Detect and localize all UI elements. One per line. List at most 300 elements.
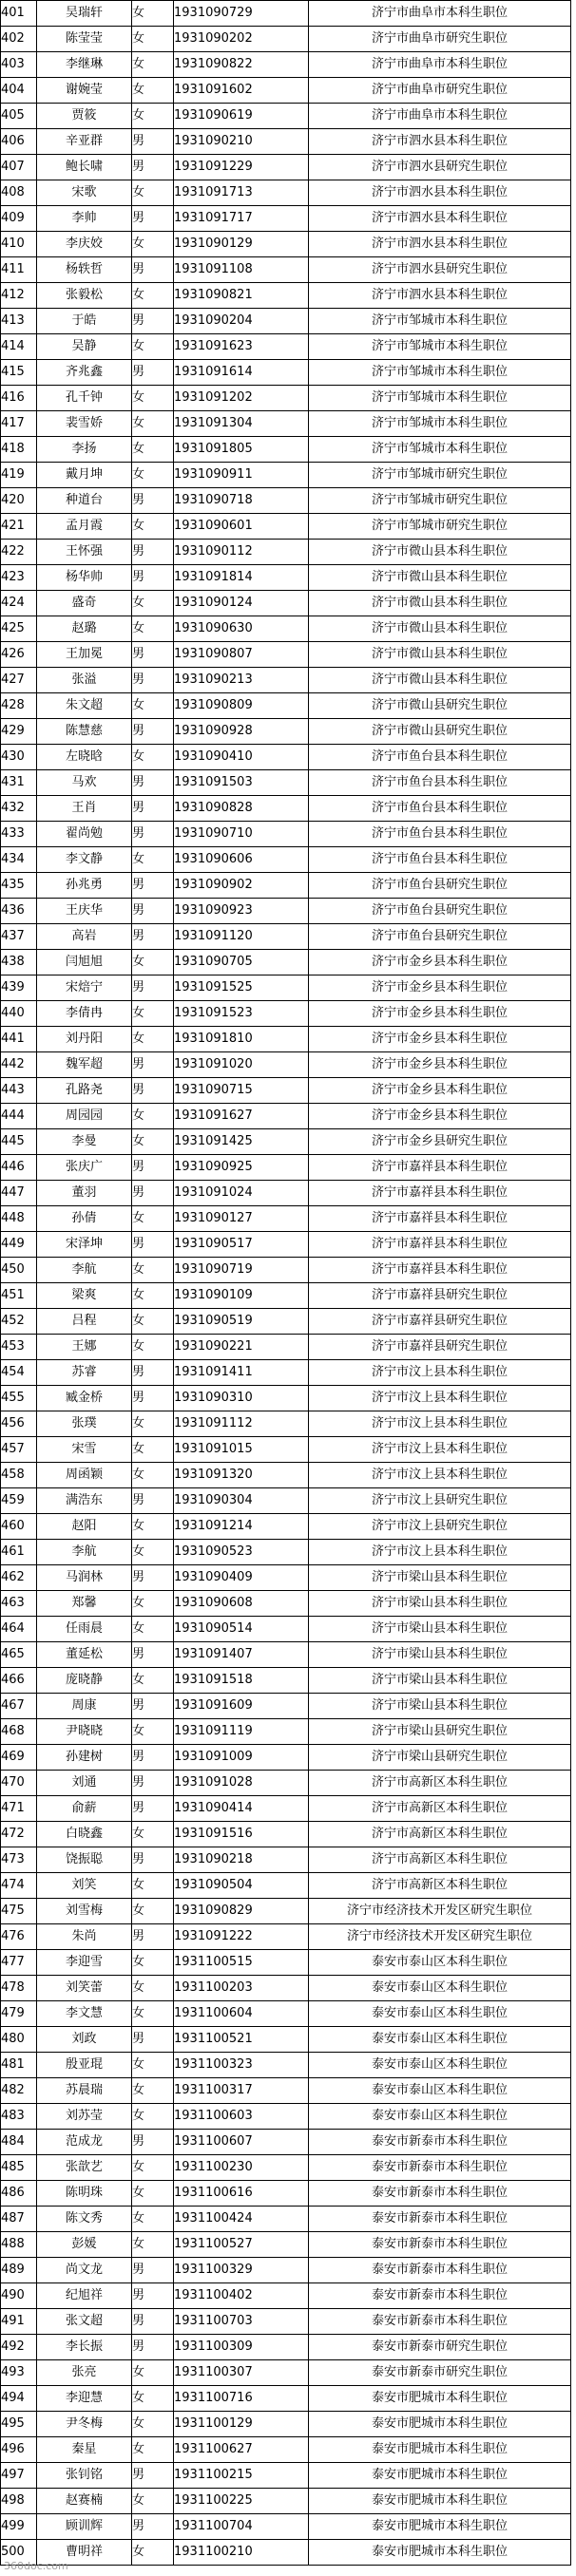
candidate-name: 陈文秀 [37, 2207, 132, 2232]
row-number: 465 [1, 1642, 37, 1668]
exam-ticket-number: 1931091523 [174, 1001, 309, 1027]
row-number: 425 [1, 616, 37, 642]
table-row [1, 2360, 571, 2386]
table-row [1, 1745, 571, 1771]
position-name: 济宁市嘉祥县本科生职位 [309, 1258, 571, 1283]
position-name: 济宁市邹城市本科生职位 [309, 437, 571, 463]
candidate-name: 高岩 [37, 924, 132, 950]
row-number: 464 [1, 1617, 37, 1642]
table-row [1, 1181, 571, 1206]
candidate-name: 朱尚 [37, 1924, 132, 1950]
exam-ticket-number: 1931090109 [174, 1283, 309, 1309]
candidate-gender: 女 [132, 745, 174, 770]
position-name: 济宁市汶上县本科生职位 [309, 1463, 571, 1488]
exam-ticket-number: 1931091108 [174, 257, 309, 283]
exam-ticket-number: 1931100307 [174, 2360, 309, 2386]
table-row [1, 2104, 571, 2130]
position-name: 济宁市汶上县本科生职位 [309, 1360, 571, 1386]
candidate-name: 陈莹莹 [37, 27, 132, 52]
position-name: 济宁市汶上县本科生职位 [309, 1437, 571, 1463]
table-row [1, 2540, 571, 2566]
candidate-name: 孔路尧 [37, 1078, 132, 1104]
table-row [1, 2335, 571, 2360]
exam-ticket-number: 1931091814 [174, 565, 309, 591]
position-name: 济宁市梁山县本科生职位 [309, 1617, 571, 1642]
candidate-gender: 女 [132, 52, 174, 78]
exam-ticket-number: 1931090523 [174, 1540, 309, 1565]
candidate-name: 董延松 [37, 1642, 132, 1668]
candidate-name: 马欢 [37, 770, 132, 796]
position-name: 济宁市梁山县研究生职位 [309, 1745, 571, 1771]
table-row [1, 129, 571, 155]
position-name: 泰安市新泰市本科生职位 [309, 2130, 571, 2155]
table-row [1, 1488, 571, 1514]
candidate-gender: 男 [132, 2283, 174, 2309]
candidate-name: 庞晓静 [37, 1668, 132, 1694]
position-name: 济宁市金乡县本科生职位 [309, 1078, 571, 1104]
position-name: 济宁市泗水县本科生职位 [309, 283, 571, 309]
candidate-gender: 女 [132, 2232, 174, 2258]
exam-ticket-number: 1931090829 [174, 1899, 309, 1924]
row-number: 458 [1, 1463, 37, 1488]
exam-ticket-number: 1931090928 [174, 719, 309, 745]
table-row [1, 1411, 571, 1437]
position-name: 济宁市曲阜市研究生职位 [309, 78, 571, 104]
exam-ticket-number: 1931090213 [174, 668, 309, 693]
position-name: 泰安市肥城市本科生职位 [309, 2386, 571, 2412]
table-row [1, 2514, 571, 2540]
position-name: 济宁市泗水县本科生职位 [309, 180, 571, 206]
table-row [1, 1565, 571, 1591]
table-row [1, 1232, 571, 1258]
position-name: 济宁市汶上县研究生职位 [309, 1488, 571, 1514]
table-row [1, 78, 571, 104]
table-row [1, 514, 571, 540]
table-row [1, 1796, 571, 1822]
candidate-gender: 男 [132, 2335, 174, 2360]
candidate-name: 苏睿 [37, 1360, 132, 1386]
position-name: 济宁市汶上县本科生职位 [309, 1386, 571, 1411]
position-name: 济宁市汶上县本科生职位 [309, 1540, 571, 1565]
candidate-gender: 男 [132, 975, 174, 1001]
candidate-name: 孙兆勇 [37, 873, 132, 899]
table-row [1, 642, 571, 668]
candidate-gender: 男 [132, 2309, 174, 2335]
table-row [1, 437, 571, 463]
candidate-name: 张亮 [37, 2360, 132, 2386]
row-number: 448 [1, 1206, 37, 1232]
candidate-name: 满浩东 [37, 1488, 132, 1514]
position-name: 济宁市泗水县研究生职位 [309, 155, 571, 180]
candidate-name: 刘笑蕾 [37, 1976, 132, 2001]
row-number: 440 [1, 1001, 37, 1027]
table-row [1, 1360, 571, 1386]
table-row [1, 104, 571, 129]
exam-ticket-number: 1931090124 [174, 591, 309, 616]
candidate-name: 谢婉莹 [37, 78, 132, 104]
position-name: 泰安市肥城市本科生职位 [309, 2514, 571, 2540]
position-name: 济宁市金乡县本科生职位 [309, 1104, 571, 1129]
candidate-gender: 女 [132, 1822, 174, 1847]
candidate-gender: 男 [132, 1232, 174, 1258]
table-row [1, 1155, 571, 1181]
candidate-gender: 男 [132, 1052, 174, 1078]
candidate-name: 李倩冉 [37, 1001, 132, 1027]
position-name: 济宁市泗水县本科生职位 [309, 206, 571, 232]
candidate-gender: 女 [132, 693, 174, 719]
candidate-name: 王加冕 [37, 642, 132, 668]
candidate-name: 李航 [37, 1540, 132, 1565]
position-name: 济宁市嘉祥县本科生职位 [309, 1206, 571, 1232]
table-body [1, 1, 571, 2566]
exam-ticket-number: 1931091222 [174, 1924, 309, 1950]
table-row [1, 1873, 571, 1899]
row-number: 487 [1, 2207, 37, 2232]
table-row [1, 2027, 571, 2053]
exam-ticket-number: 1931100704 [174, 2514, 309, 2540]
exam-ticket-number: 1931100230 [174, 2155, 309, 2181]
row-number: 494 [1, 2386, 37, 2412]
table-row [1, 2489, 571, 2514]
row-number: 403 [1, 52, 37, 78]
table-row [1, 1899, 571, 1924]
exam-ticket-number: 1931090718 [174, 488, 309, 514]
row-number: 490 [1, 2283, 37, 2309]
position-name: 济宁市梁山县研究生职位 [309, 1719, 571, 1745]
table-row [1, 309, 571, 334]
table-row [1, 975, 571, 1001]
row-number: 471 [1, 1796, 37, 1822]
row-number: 423 [1, 565, 37, 591]
position-name: 济宁市经济技术开发区研究生职位 [309, 1924, 571, 1950]
exam-ticket-number: 1931090719 [174, 1258, 309, 1283]
row-number: 420 [1, 488, 37, 514]
position-name: 济宁市梁山县本科生职位 [309, 1565, 571, 1591]
row-number: 469 [1, 1745, 37, 1771]
table-row [1, 206, 571, 232]
table-row [1, 1719, 571, 1745]
candidate-gender: 男 [132, 206, 174, 232]
candidate-gender: 男 [132, 1771, 174, 1796]
candidate-name: 秦星 [37, 2437, 132, 2463]
exam-ticket-number: 1931090705 [174, 950, 309, 975]
exam-ticket-number: 1931090310 [174, 1386, 309, 1411]
row-number: 412 [1, 283, 37, 309]
candidate-name: 曹明祥 [37, 2540, 132, 2566]
exam-ticket-number: 1931090729 [174, 1, 309, 27]
candidate-name: 宋雪 [37, 1437, 132, 1463]
candidate-gender: 女 [132, 1514, 174, 1540]
position-name: 泰安市肥城市本科生职位 [309, 2437, 571, 2463]
candidate-name: 殷亚琨 [37, 2053, 132, 2078]
position-name: 泰安市新泰市本科生职位 [309, 2232, 571, 2258]
position-name: 泰安市新泰市本科生职位 [309, 2207, 571, 2232]
row-number: 439 [1, 975, 37, 1001]
candidate-name: 李文慧 [37, 2001, 132, 2027]
table-row [1, 1463, 571, 1488]
position-name: 济宁市微山县本科生职位 [309, 540, 571, 565]
position-name: 济宁市金乡县本科生职位 [309, 1052, 571, 1078]
exam-ticket-number: 1931100515 [174, 1950, 309, 1976]
candidate-gender: 男 [132, 822, 174, 847]
exam-ticket-number: 1931091202 [174, 386, 309, 411]
candidate-name: 朱文超 [37, 693, 132, 719]
candidate-name: 马润林 [37, 1565, 132, 1591]
exam-ticket-number: 1931091623 [174, 334, 309, 360]
position-name: 泰安市肥城市本科生职位 [309, 2540, 571, 2566]
row-number: 475 [1, 1899, 37, 1924]
row-number: 427 [1, 668, 37, 693]
candidate-name: 李迎慧 [37, 2386, 132, 2412]
candidate-gender: 男 [132, 360, 174, 386]
table-row [1, 488, 571, 514]
position-name: 济宁市金乡县本科生职位 [309, 975, 571, 1001]
row-number: 447 [1, 1181, 37, 1206]
row-number: 402 [1, 27, 37, 52]
candidate-name: 刘政 [37, 2027, 132, 2053]
table-row [1, 2463, 571, 2489]
row-number: 474 [1, 1873, 37, 1899]
position-name: 济宁市嘉祥县本科生职位 [309, 1232, 571, 1258]
candidate-name: 彭媛 [37, 2232, 132, 2258]
exam-ticket-number: 1931091214 [174, 1514, 309, 1540]
exam-ticket-number: 1931091411 [174, 1360, 309, 1386]
position-name: 济宁市金乡县研究生职位 [309, 1129, 571, 1155]
exam-ticket-number: 1931091525 [174, 975, 309, 1001]
candidate-name: 刘笑 [37, 1873, 132, 1899]
exam-ticket-number: 1931090304 [174, 1488, 309, 1514]
position-name: 泰安市泰山区本科生职位 [309, 2104, 571, 2130]
candidate-name: 张文超 [37, 2309, 132, 2335]
table-row [1, 565, 571, 591]
row-number: 428 [1, 693, 37, 719]
table-row [1, 2053, 571, 2078]
exam-ticket-number: 1931090715 [174, 1078, 309, 1104]
exam-ticket-number: 1931090925 [174, 1155, 309, 1181]
table-row [1, 899, 571, 924]
row-number: 409 [1, 206, 37, 232]
candidate-name: 范成龙 [37, 2130, 132, 2155]
row-number: 401 [1, 1, 37, 27]
row-number: 466 [1, 1668, 37, 1694]
candidate-gender: 男 [132, 488, 174, 514]
position-name: 济宁市梁山县本科生职位 [309, 1694, 571, 1719]
candidate-name: 吴瑞轩 [37, 1, 132, 27]
candidate-gender: 男 [132, 1181, 174, 1206]
row-number: 459 [1, 1488, 37, 1514]
exam-ticket-number: 1931091024 [174, 1181, 309, 1206]
position-name: 济宁市微山县本科生职位 [309, 668, 571, 693]
row-number: 424 [1, 591, 37, 616]
candidate-name: 李长振 [37, 2335, 132, 2360]
exam-ticket-number: 1931091015 [174, 1437, 309, 1463]
table-row [1, 2207, 571, 2232]
candidate-name: 盛奇 [37, 591, 132, 616]
candidate-gender: 女 [132, 1668, 174, 1694]
table-row [1, 668, 571, 693]
exam-ticket-number: 1931091614 [174, 360, 309, 386]
position-name: 泰安市泰山区本科生职位 [309, 1950, 571, 1976]
candidate-gender: 女 [132, 2412, 174, 2437]
table-row [1, 257, 571, 283]
watermark-text: 360doc.com [4, 2560, 68, 2572]
exam-ticket-number: 1931100604 [174, 2001, 309, 2027]
exam-ticket-number: 1931090821 [174, 283, 309, 309]
candidate-gender: 女 [132, 180, 174, 206]
position-name: 济宁市曲阜市本科生职位 [309, 104, 571, 129]
candidate-gender: 男 [132, 155, 174, 180]
candidate-name: 尚文龙 [37, 2258, 132, 2283]
table-row [1, 411, 571, 437]
table-row [1, 950, 571, 975]
candidate-name: 刘雪梅 [37, 1899, 132, 1924]
position-name: 泰安市泰山区本科生职位 [309, 1976, 571, 2001]
row-number: 485 [1, 2155, 37, 2181]
candidate-name: 戴月坤 [37, 463, 132, 488]
position-name: 济宁市泗水县本科生职位 [309, 232, 571, 257]
table-row [1, 180, 571, 206]
row-number: 463 [1, 1591, 37, 1617]
candidate-gender: 男 [132, 565, 174, 591]
candidate-gender: 女 [132, 2540, 174, 2566]
position-name: 济宁市鱼台县本科生职位 [309, 847, 571, 873]
exam-ticket-number: 1931091304 [174, 411, 309, 437]
candidate-name: 董羽 [37, 1181, 132, 1206]
table-row [1, 770, 571, 796]
row-number: 446 [1, 1155, 37, 1181]
table-row [1, 1129, 571, 1155]
table-row [1, 2181, 571, 2207]
candidate-name: 孟月霞 [37, 514, 132, 540]
candidate-gender: 女 [132, 2078, 174, 2104]
position-name: 泰安市泰山区本科生职位 [309, 2078, 571, 2104]
position-name: 济宁市高新区本科生职位 [309, 1771, 571, 1796]
row-number: 419 [1, 463, 37, 488]
position-name: 济宁市微山县研究生职位 [309, 719, 571, 745]
candidate-name: 周康 [37, 1694, 132, 1719]
exam-ticket-number: 1931091320 [174, 1463, 309, 1488]
row-number: 407 [1, 155, 37, 180]
table-row [1, 591, 571, 616]
row-number: 452 [1, 1309, 37, 1335]
candidate-name: 梁爽 [37, 1283, 132, 1309]
exam-ticket-number: 1931091229 [174, 155, 309, 180]
row-number: 480 [1, 2027, 37, 2053]
exam-ticket-number: 1931090410 [174, 745, 309, 770]
candidate-name: 李文静 [37, 847, 132, 873]
table-row [1, 1027, 571, 1052]
candidate-name: 纪旭祥 [37, 2283, 132, 2309]
position-name: 泰安市新泰市研究生职位 [309, 2360, 571, 2386]
exam-ticket-number: 1931090129 [174, 232, 309, 257]
table-row [1, 1668, 571, 1694]
table-row [1, 463, 571, 488]
position-name: 济宁市曲阜市本科生职位 [309, 52, 571, 78]
candidate-name: 饶振聪 [37, 1847, 132, 1873]
exam-ticket-number: 1931090204 [174, 309, 309, 334]
candidate-gender: 男 [132, 309, 174, 334]
candidate-name: 顾训辉 [37, 2514, 132, 2540]
table-row [1, 796, 571, 822]
row-number: 406 [1, 129, 37, 155]
exam-ticket-number: 1931091810 [174, 1027, 309, 1052]
exam-ticket-number: 1931090807 [174, 642, 309, 668]
exam-ticket-number: 1931090202 [174, 27, 309, 52]
position-name: 济宁市经济技术开发区研究生职位 [309, 1899, 571, 1924]
table-row [1, 822, 571, 847]
position-name: 济宁市曲阜市本科生职位 [309, 1, 571, 27]
position-name: 泰安市肥城市本科生职位 [309, 2489, 571, 2514]
exam-ticket-number: 1931091503 [174, 770, 309, 796]
candidate-name: 苏晨瑞 [37, 2078, 132, 2104]
candidate-name: 王庆华 [37, 899, 132, 924]
candidate-gender: 男 [132, 796, 174, 822]
position-name: 济宁市邹城市研究生职位 [309, 514, 571, 540]
candidate-gender: 男 [132, 1386, 174, 1411]
row-number: 488 [1, 2232, 37, 2258]
candidate-name: 王娜 [37, 1335, 132, 1360]
position-name: 济宁市鱼台县本科生职位 [309, 796, 571, 822]
table-row [1, 1642, 571, 1668]
position-name: 济宁市微山县本科生职位 [309, 591, 571, 616]
row-number: 442 [1, 1052, 37, 1078]
exam-ticket-number: 1931091602 [174, 78, 309, 104]
exam-ticket-number: 1931090630 [174, 616, 309, 642]
table-row [1, 1540, 571, 1565]
position-name: 济宁市鱼台县本科生职位 [309, 745, 571, 770]
exam-ticket-number: 1931090902 [174, 873, 309, 899]
position-name: 济宁市汶上县本科生职位 [309, 1411, 571, 1437]
exam-ticket-number: 1931091028 [174, 1771, 309, 1796]
row-number: 411 [1, 257, 37, 283]
position-name: 泰安市新泰市本科生职位 [309, 2283, 571, 2309]
row-number: 445 [1, 1129, 37, 1155]
position-name: 泰安市新泰市本科生职位 [309, 2181, 571, 2207]
candidate-name: 魏军超 [37, 1052, 132, 1078]
position-name: 济宁市微山县本科生职位 [309, 565, 571, 591]
candidate-gender: 男 [132, 873, 174, 899]
row-number: 491 [1, 2309, 37, 2335]
exam-ticket-number: 1931100527 [174, 2232, 309, 2258]
table-row [1, 2258, 571, 2283]
row-number: 405 [1, 104, 37, 129]
table-row [1, 1976, 571, 2001]
table-row [1, 1694, 571, 1719]
exam-ticket-number: 1931090221 [174, 1335, 309, 1360]
candidate-gender: 女 [132, 2181, 174, 2207]
position-name: 泰安市泰山区本科生职位 [309, 2027, 571, 2053]
exam-ticket-number: 1931091425 [174, 1129, 309, 1155]
table-row [1, 2078, 571, 2104]
candidate-gender: 男 [132, 1847, 174, 1873]
exam-ticket-number: 1931090127 [174, 1206, 309, 1232]
exam-ticket-number: 1931090414 [174, 1796, 309, 1822]
candidate-name: 李航 [37, 1258, 132, 1283]
candidate-name: 刘丹阳 [37, 1027, 132, 1052]
row-number: 450 [1, 1258, 37, 1283]
row-number: 453 [1, 1335, 37, 1360]
candidate-name: 陈慧慈 [37, 719, 132, 745]
candidate-name: 翟尚勉 [37, 822, 132, 847]
table-row [1, 2437, 571, 2463]
candidate-name: 张庆广 [37, 1155, 132, 1181]
candidate-gender: 男 [132, 540, 174, 565]
table-row [1, 2155, 571, 2181]
candidate-name: 李迎雪 [37, 1950, 132, 1976]
row-number: 426 [1, 642, 37, 668]
exam-ticket-number: 1931100603 [174, 2104, 309, 2130]
candidate-name: 于皓 [37, 309, 132, 334]
